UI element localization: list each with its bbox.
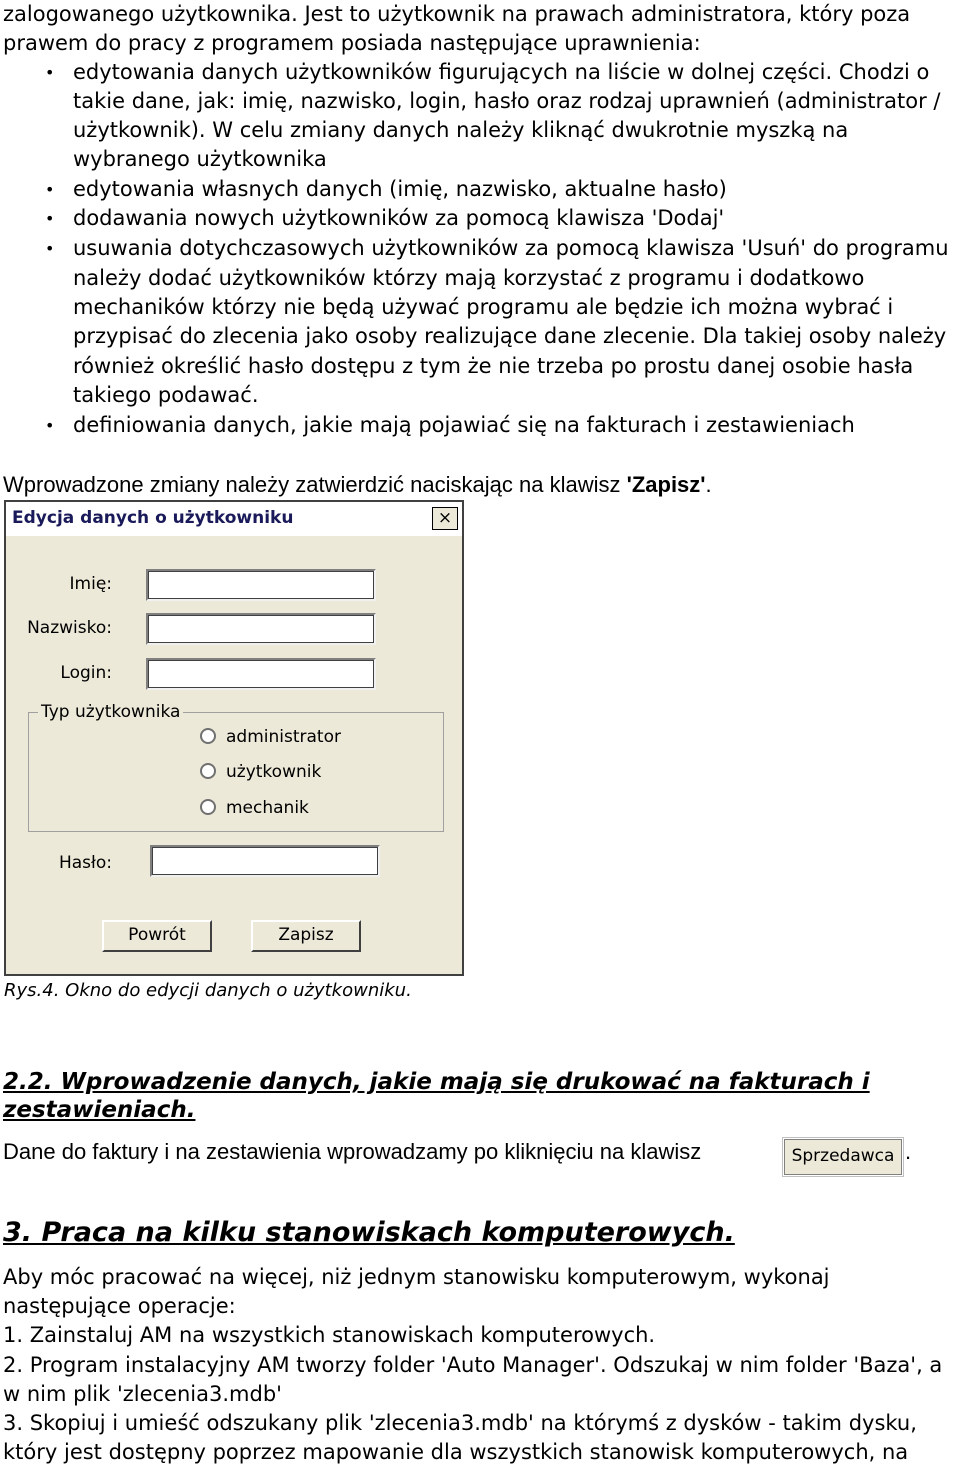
- bullet-1-line-3: użytkownik). W celu zmiany danych należy kliknąć dwukrotnie myszką na: [73, 118, 849, 142]
- bullet-4-line-3: mechaników którzy nie będą używać programu ale będzie ich można wybrać i: [73, 295, 894, 319]
- bullet-marker: •: [45, 209, 55, 228]
- sprzedawca-button[interactable]: Sprzedawca: [784, 1139, 902, 1175]
- user-edit-dialog: [4, 500, 464, 976]
- bullet-4-line-4: przypisać do zlecenia jako osoby realizujące dane zlecenie. Dla takiej osoby należy: [73, 324, 947, 348]
- dialog-titlebar[interactable]: [6, 502, 462, 536]
- back-button[interactable]: Powrót: [102, 920, 212, 952]
- section-3-line-7: który jest dostępny poprzez mapowanie dla wszystkich stanowisk komputerowych, na: [3, 1440, 909, 1464]
- save-button[interactable]: Zapisz: [251, 920, 361, 952]
- dialog-title: Edycja danych o użytkowniku: [12, 508, 294, 528]
- section-3-line-3: 1. Zainstaluj AM na wszystkich stanowiskach komputerowych.: [3, 1323, 656, 1347]
- bullet-5: definiowania danych, jakie mają pojawiać się na fakturach i zestawieniach: [73, 413, 855, 437]
- bullet-1-line-4: wybranego użytkownika: [73, 147, 327, 171]
- confirm-end: .: [705, 472, 712, 497]
- section-3-line-6: 3. Skopiuj i umieść odszukany plik 'zlecenia3.mdb' na którymś z dysków - takim dysku,: [3, 1411, 917, 1435]
- login-label: Login:: [60, 663, 112, 683]
- intro-line-2: prawem do pracy z programem posiada następujące uprawnienia:: [3, 31, 701, 55]
- bullet-4-line-1: usuwania dotychczasowych użytkowników za pomocą klawisza 'Usuń' do programu: [73, 236, 949, 260]
- radio-uzytkownik-label: użytkownik: [226, 762, 322, 782]
- bullet-marker: •: [45, 180, 55, 199]
- radio-mechanik-label: mechanik: [226, 798, 309, 818]
- radio-uzytkownik[interactable]: [200, 763, 216, 779]
- user-type-group-title: Typ użytkownika: [38, 702, 183, 722]
- section-2-2-title-line-2: zestawieniach.: [3, 1097, 196, 1123]
- close-icon[interactable]: ×: [432, 507, 458, 530]
- bullet-2: edytowania własnych danych (imię, nazwisko, aktualne hasło): [73, 177, 727, 201]
- bullet-marker: •: [45, 239, 55, 258]
- section-3-line-5: w nim plik 'zlecenia3.mdb': [3, 1382, 282, 1406]
- confirm-text: [3, 470, 712, 499]
- first-name-input[interactable]: [146, 569, 376, 601]
- section-2-2-end: .: [905, 1139, 912, 1164]
- zapisz-key: 'Zapisz': [626, 472, 706, 497]
- radio-mechanik[interactable]: [200, 799, 216, 815]
- bullet-4-line-5: również określić hasło dostępu z tym że nie trzeba po prostu danej osobie hasła: [73, 354, 914, 378]
- bullet-1-line-1: edytowania danych użytkowników figurujących na liście w dolnej części. Chodzi o: [73, 60, 930, 84]
- radio-administrator-label: administrator: [226, 727, 341, 747]
- bullet-3: dodawania nowych użytkowników za pomocą klawisza 'Dodaj': [73, 206, 725, 230]
- first-name-label: Imię:: [69, 574, 112, 594]
- login-input[interactable]: [146, 658, 376, 690]
- section-2-2-title-line-1: 2.2. Wprowadzenie danych, jakie mają się drukować na fakturach i: [3, 1069, 870, 1095]
- password-label: Hasło:: [58, 853, 112, 873]
- last-name-input[interactable]: [146, 613, 376, 645]
- intro-line-1: zalogowanego użytkownika. Jest to użytkownik na prawach administratora, który poza: [3, 2, 911, 26]
- radio-administrator[interactable]: [200, 728, 216, 744]
- bullet-4-line-6: takiego podawać.: [73, 383, 259, 407]
- bullet-marker: •: [45, 416, 55, 435]
- section-3-line-1: Aby móc pracować na więcej, niż jednym stanowisku komputerowym, wykonaj: [3, 1265, 830, 1289]
- bullet-marker: •: [45, 63, 55, 82]
- section-3-title: 3. Praca na kilku stanowiskach komputerowych.: [3, 1217, 735, 1248]
- section-3-line-4: 2. Program instalacyjny AM tworzy folder 'Auto Manager'. Odszukaj w nim folder 'Baza', a: [3, 1353, 943, 1377]
- last-name-label: Nazwisko:: [27, 618, 112, 638]
- bullet-1-line-2: takie dane, jak: imię, nazwisko, login, hasło oraz rodzaj uprawnień (administrator /: [73, 89, 941, 113]
- confirm-prefix: Wprowadzone zmiany należy zatwierdzić naciskając na klawisz: [3, 472, 627, 497]
- section-2-2-text: Dane do faktury i na zestawienia wprowadzamy po kliknięciu na klawisz: [3, 1139, 702, 1164]
- password-input[interactable]: [150, 845, 380, 877]
- bullet-4-line-2: należy dodać użytkowników którzy mają korzystać z programu i dodatkowo: [73, 266, 865, 290]
- section-3-line-2: następujące operacje:: [3, 1294, 236, 1318]
- figure-caption: Rys.4. Okno do edycji danych o użytkowniku.: [4, 980, 412, 1001]
